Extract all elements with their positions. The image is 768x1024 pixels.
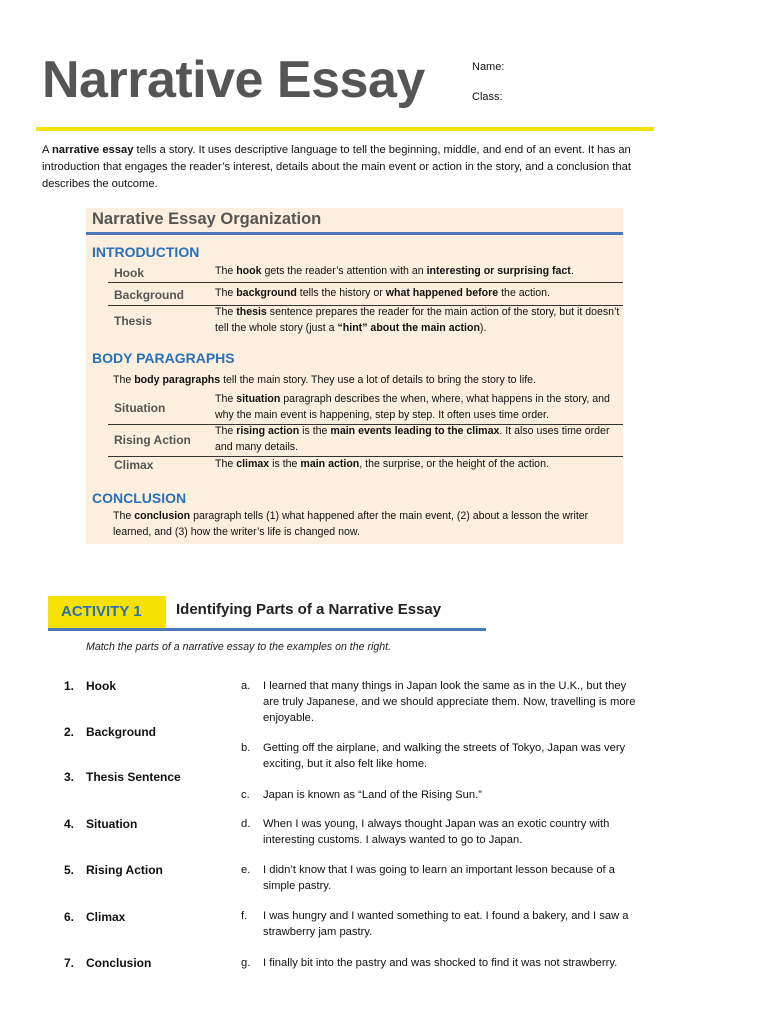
conclusion-heading: CONCLUSION	[92, 490, 187, 506]
thesis-description: The thesis sentence prepares the reader for the main action of the story, but it doesn’t tell the whole story (just a “hint” about the main action).	[215, 306, 620, 334]
question-item: 3. Thesis Sentence	[64, 770, 181, 784]
climax-label: Climax	[114, 458, 154, 472]
name-label: Name:	[472, 61, 505, 73]
question-item: 7. Conclusion	[64, 956, 152, 970]
answer-item: d. When I was young, I always thought Japan was an exotic country with interesting customs. I always wanted to go to Japan.	[241, 818, 610, 847]
question-item: 2. Background	[64, 725, 157, 739]
hook-label: Hook	[114, 266, 144, 280]
organization-title: Narrative Essay Organization	[92, 210, 322, 228]
question-item: 4. Situation	[64, 817, 138, 831]
row-divider	[108, 282, 623, 283]
class-label: Class:	[472, 91, 503, 103]
background-description: The background tells the history or what happened before the action.	[215, 287, 550, 299]
answer-item: e. I didn’t know that I was going to learn an important lesson because of a simple pastry.	[241, 864, 615, 893]
organization-rule	[86, 232, 623, 235]
activity-badge: ACTIVITY 1	[48, 596, 166, 630]
rising-action-label: Rising Action	[114, 433, 191, 447]
answer-item: c. Japan is known as “Land of the Rising Sun.”	[241, 789, 482, 801]
rising-action-description: The rising action is the main events leading to the climax. It also uses time order and many details.	[215, 425, 610, 453]
title-underline	[36, 127, 654, 131]
body-paragraphs-description: The body paragraphs tell the main story. They use a lot of details to bring the story to life.	[113, 374, 536, 386]
organization-box	[86, 208, 623, 544]
answer-item: g. I finally bit into the pastry and was shocked to find it was not strawberry.	[241, 957, 618, 969]
introduction-heading: INTRODUCTION	[92, 244, 200, 260]
climax-description: The climax is the main action, the surprise, or the height of the action.	[215, 458, 549, 470]
question-item: 5. Rising Action	[64, 863, 163, 877]
activity-rule	[48, 628, 486, 631]
answer-item: a. I learned that many things in Japan look the same as in the U.K., but they are truly Japanese, and we should appreciate them. Now, travelling is more enjoyable.	[241, 680, 636, 725]
background-label: Background	[114, 288, 185, 302]
body-paragraphs-heading: BODY PARAGRAPHS	[92, 350, 235, 366]
situation-description: The situation paragraph describes the when, where, what happens in the story, and why the main event is happening, step by step. It often uses time order.	[215, 393, 610, 421]
activity-title: Identifying Parts of a Narrative Essay	[176, 601, 442, 618]
conclusion-description: The conclusion paragraph tells (1) what happened after the main event, (2) about a lesson the writer learned, and (3) how the writer’s life is changed now.	[113, 510, 589, 538]
answer-item: f. I was hungry and I wanted something to eat. I found a bakery, and I saw a strawberry jam pastry.	[241, 910, 629, 939]
intro-paragraph: A narrative essay tells a story. It uses descriptive language to tell the beginning, middle, and end of an event. It has an introduction that engages the reader’s interest, details about the main event or action in the story, and a conclusion that describes the outcome.	[42, 144, 631, 190]
hook-description: The hook gets the reader’s attention with an interesting or surprising fact.	[215, 265, 574, 277]
activity-instructions: Match the parts of a narrative essay to the examples on the right.	[86, 641, 392, 653]
question-item: 1. Hook	[64, 679, 116, 693]
page-title: Narrative Essay	[42, 51, 425, 109]
answer-item: b. Getting off the airplane, and walking the streets of Tokyo, Japan was very exciting, but it also felt like home.	[241, 742, 626, 771]
question-item: 6. Climax	[64, 910, 126, 924]
thesis-label: Thesis	[114, 314, 153, 328]
situation-label: Situation	[114, 401, 166, 415]
